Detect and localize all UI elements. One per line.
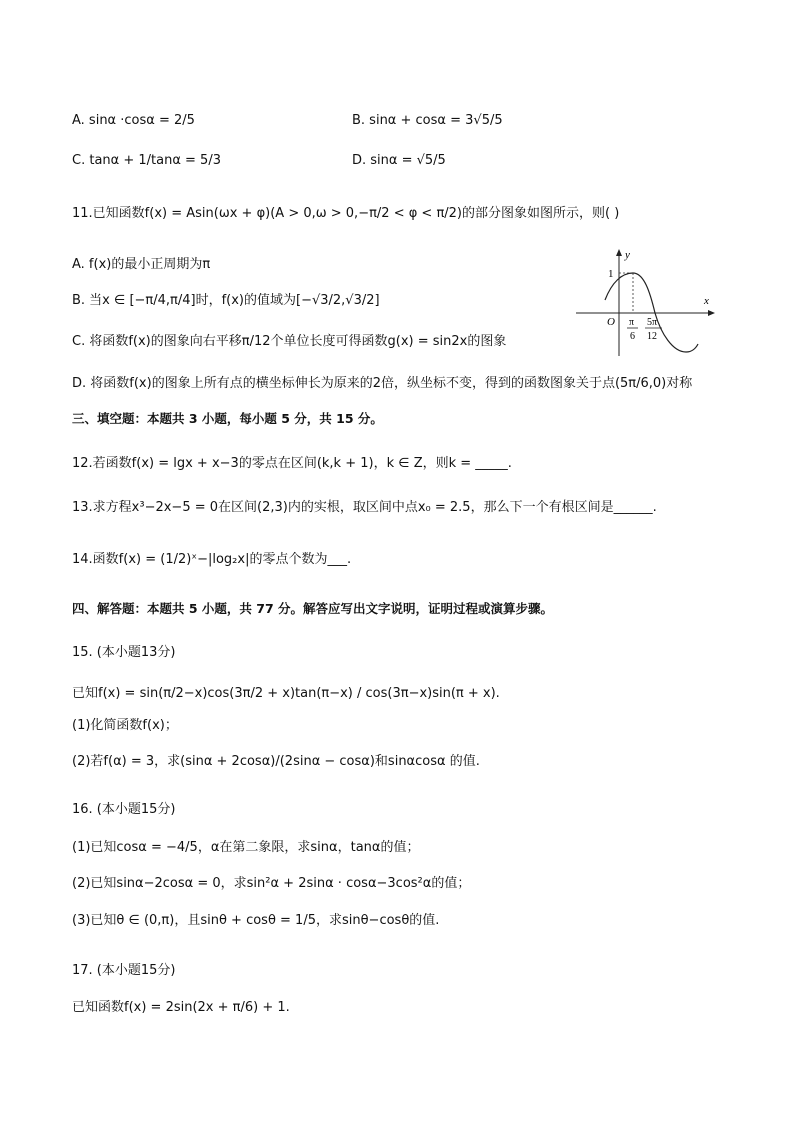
q10-option-b: B. sinα + cosα = 3√5/5 [352,113,503,128]
q16-part-1: (1)已知cosα = −4/5，α在第二象限，求sinα，tanα的值； [72,840,420,855]
q12: 12.若函数f(x) = lgx + x−3的零点在区间(k,k + 1)，k ∈ Z，则k = _____. [72,456,512,471]
q11-option-a: A. f(x)的最小正周期为π [72,257,211,272]
section-3-title: 三、填空题：本题共 3 小题，每小题 5 分，共 15 分。 [72,411,383,426]
x-tick-pi-over-6 [627,317,638,342]
q15-given: 已知f(x) = sin(π/2−x)cos(3π/2 + x)tan(π−x) / cos(3π−x)sin(π + x). [72,686,500,701]
svg-text:12: 12 [647,331,657,342]
q15-part-2: (2)若f(α) = 3，求(sinα + 2cosα)/(2sinα − cosα)和sinαcosα 的值. [72,754,480,769]
q10-option-d: D. sinα = √5/5 [352,153,446,168]
q10-option-a: A. sinα ·cosα = 2/5 [72,113,195,128]
q16-part-2: (2)已知sinα−2cosα = 0，求sin²α + 2sinα · cosα−3cos²α的值； [72,876,471,891]
q16-header: 16. (本小题15分) [72,802,176,817]
svg-text:π: π [629,317,635,328]
q15-part-1: (1)化简函数f(x)； [72,718,178,733]
q11-option-b: B. 当x ∈ [−π/4,π/4]时，f(x)的值域为[−√3/2,√3/2] [72,293,380,308]
q13: 13.求方程x³−2x−5 = 0在区间(2,3)内的实根，取区间中点x₀ = 2.5，那么下一个有根区间是______. [72,500,657,515]
svg-text:5π: 5π [647,317,658,328]
sine-graph [574,244,720,358]
q11-stem: 11.已知函数f(x) = Asin(ωx + φ)(A > 0,ω > 0,−π/2 < φ < π/2)的部分图象如图所示，则( ) [72,206,620,221]
q17-given: 已知函数f(x) = 2sin(2x + π/6) + 1. [72,1000,290,1015]
q10-option-c: C. tanα + 1/tanα = 5/3 [72,153,221,168]
q15-header: 15. (本小题13分) [72,645,176,660]
section-4-title: 四、解答题：本题共 5 小题，共 77 分。解答应写出文字说明，证明过程或演算步骤。 [72,601,554,616]
x-tick-5pi-over-12 [645,317,662,342]
q16-part-3: (3)已知θ ∈ (0,π)，且sinθ + cosθ = 1/5，求sinθ−cosθ的值. [72,913,440,928]
q11-option-c: C. 将函数f(x)的图象向右平移π/12个单位长度可得函数g(x) = sin2x的图象 [72,334,507,349]
svg-text:6: 6 [630,331,635,342]
x-axis-label: x [704,295,709,307]
q17-header: 17. (本小题15分) [72,963,176,978]
q11-option-d: D. 将函数f(x)的图象上所有点的横坐标伸长为原来的2倍，纵坐标不变，得到的函数图象关于点(5π/6,0)对称 [72,376,693,391]
origin-label: O [607,316,615,328]
y-axis-label: y [625,249,630,261]
q14: 14.函数f(x) = (1/2)ˣ−|log₂x|的零点个数为___. [72,552,352,567]
y-tick-one: 1 [608,268,614,280]
